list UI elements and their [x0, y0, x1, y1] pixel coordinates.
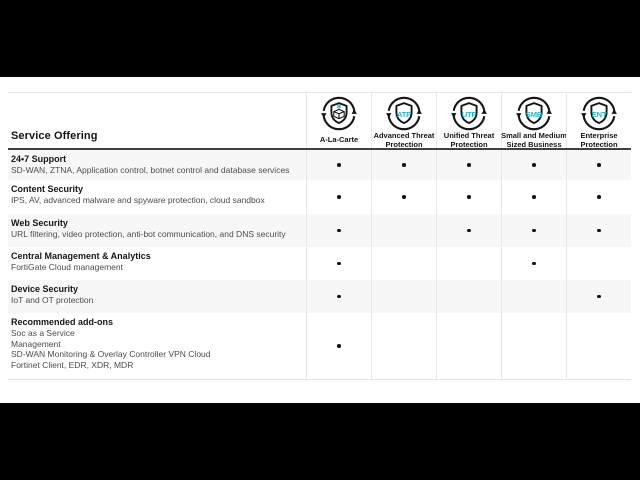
cell-row2-smb	[501, 180, 566, 214]
table-row	[8, 214, 631, 247]
included-dot	[597, 195, 601, 199]
row-description-line: Management	[11, 338, 61, 349]
included-dot	[532, 262, 536, 266]
comparison-sheet	[0, 77, 640, 403]
cell-row1-a-la-carte	[306, 150, 371, 180]
shield-cube-cycle-icon	[320, 95, 358, 132]
cell-row1-ent	[566, 150, 631, 180]
table-header-row	[8, 93, 631, 150]
row-title: Recommended add-ons	[11, 317, 114, 327]
row-label-cell	[8, 313, 306, 379]
included-dot	[402, 163, 406, 167]
included-dot	[337, 295, 341, 299]
included-dot	[467, 195, 471, 199]
cell-row1-atp	[371, 150, 436, 180]
included-dot	[337, 163, 341, 167]
cell-row5-utp	[436, 280, 501, 313]
column-header-label	[580, 132, 617, 149]
column-label-line: Small and Medium	[501, 131, 567, 140]
row-description-line: SD-WAN Monitoring & Overlay Controller VPN Cloud	[11, 349, 211, 359]
included-dot	[532, 229, 536, 233]
cell-row6-atp	[371, 313, 436, 379]
column-header-label	[320, 132, 358, 148]
column-header-label	[501, 132, 567, 149]
cell-row2-a-la-carte	[306, 180, 371, 214]
included-dot	[402, 195, 406, 199]
cell-row5-smb	[501, 280, 566, 313]
row-description-line: SD-WAN, ZTNA, Application control, botnet control and database services	[11, 165, 290, 175]
included-dot	[337, 262, 341, 266]
column-label-line: A-La-Carte	[319, 134, 359, 144]
row-description-line: URL filtering, video protection, anti-bot communication, and DNS security	[11, 229, 286, 239]
shield-cycle-icon	[515, 95, 553, 132]
cell-row5-ent	[566, 280, 631, 313]
cell-row2-utp	[436, 180, 501, 214]
column-label-line: Protection	[580, 139, 618, 149]
row-label-cell	[8, 280, 306, 313]
table-row	[8, 247, 631, 280]
cell-row3-a-la-carte	[306, 214, 371, 247]
cell-row6-utp	[436, 313, 501, 379]
column-header-utp	[436, 93, 501, 148]
included-dot	[597, 163, 601, 167]
column-header-ent	[566, 93, 631, 148]
cell-row2-ent	[566, 180, 631, 214]
row-title: 24•7 Support	[11, 154, 67, 164]
cell-row6-ent	[566, 313, 631, 379]
column-header-smb	[501, 93, 566, 148]
letterbox-top	[0, 0, 640, 77]
row-description-line: IPS, AV, advanced malware and spyware protection, cloud sandbox	[11, 195, 265, 205]
svg-text:UTP: UTP	[461, 110, 477, 119]
row-title: Web Security	[11, 218, 68, 228]
column-label-line: Protection	[385, 139, 423, 149]
cell-row3-atp	[371, 214, 436, 247]
row-title: Device Security	[11, 284, 79, 294]
table-row	[8, 313, 631, 379]
included-dot	[532, 163, 536, 167]
column-label-line: Protection	[450, 139, 488, 149]
row-label-cell	[8, 214, 306, 247]
cell-row3-utp	[436, 214, 501, 247]
row-title: Central Management & Analytics	[11, 251, 151, 261]
table-body	[8, 150, 631, 379]
column-label-line: Unified Threat	[443, 131, 495, 140]
column-header-label	[444, 132, 494, 149]
column-label-line: Enterprise	[580, 131, 618, 140]
table-row	[8, 180, 631, 214]
included-dot	[467, 163, 471, 167]
column-header-a-la-carte	[306, 93, 371, 148]
column-label-line: Sized Business	[506, 139, 562, 149]
service-offering-header-cell	[8, 93, 306, 148]
svg-text:ENT: ENT	[591, 110, 607, 119]
row-description-line: IoT and OT protection	[11, 295, 94, 305]
row-label-cell	[8, 247, 306, 280]
cell-row5-a-la-carte	[306, 280, 371, 313]
row-description-line: Soc as a Service	[11, 328, 75, 338]
shield-cycle-icon	[450, 95, 488, 132]
shield-cycle-icon	[385, 95, 423, 132]
svg-text:SMB: SMB	[525, 110, 543, 119]
column-header-label	[374, 132, 435, 149]
included-dot	[532, 195, 536, 199]
column-header-atp	[371, 93, 436, 148]
shield-cycle-icon	[580, 95, 618, 132]
table-row	[8, 150, 631, 180]
row-label-cell	[8, 180, 306, 214]
cell-row1-utp	[436, 150, 501, 180]
included-dot	[337, 344, 341, 348]
cell-row2-atp	[371, 180, 436, 214]
cell-row6-smb	[501, 313, 566, 379]
cell-row1-smb	[501, 150, 566, 180]
row-description-line: Fortinet Client, EDR, XDR, MDR	[11, 359, 134, 370]
letterbox-bottom	[0, 403, 640, 480]
service-offering-header: Service Offering	[11, 130, 98, 142]
cell-row4-smb	[501, 247, 566, 280]
row-title: Content Security	[11, 184, 84, 194]
svg-text:ATP: ATP	[396, 110, 412, 119]
included-dot	[597, 229, 601, 233]
included-dot	[337, 229, 341, 233]
column-label-line: Advanced Threat	[373, 131, 435, 140]
included-dot	[337, 195, 341, 199]
row-description-line: FortiGate Cloud management	[11, 262, 123, 272]
cell-row4-ent	[566, 247, 631, 280]
cell-row5-atp	[371, 280, 436, 313]
cell-row4-a-la-carte	[306, 247, 371, 280]
included-dot	[597, 295, 601, 299]
included-dot	[467, 229, 471, 233]
cell-row3-ent	[566, 214, 631, 247]
table-row	[8, 280, 631, 313]
cell-row6-a-la-carte	[306, 313, 371, 379]
cell-row3-smb	[501, 214, 566, 247]
service-comparison-table	[8, 92, 631, 380]
cell-row4-atp	[371, 247, 436, 280]
row-label-cell	[8, 150, 306, 180]
cell-row4-utp	[436, 247, 501, 280]
